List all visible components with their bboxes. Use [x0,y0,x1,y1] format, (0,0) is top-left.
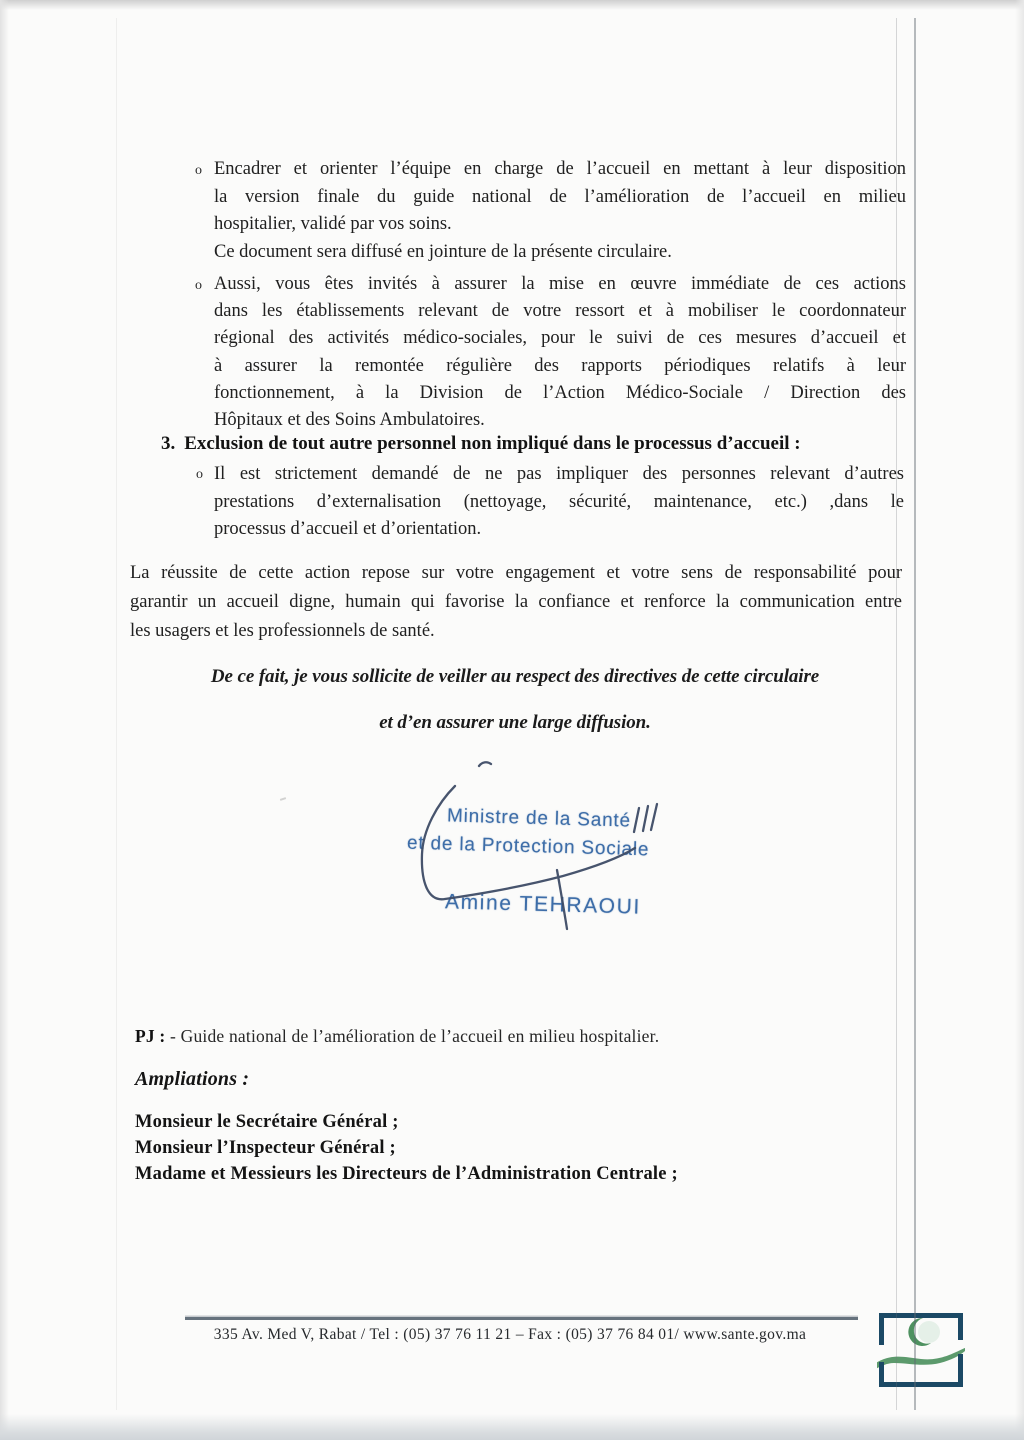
scan-edge-left [0,0,9,1440]
attachments-text: - Guide national de l’amélioration de l’accueil en milieu hospitalier. [170,1026,660,1046]
scan-edge-right [1015,0,1024,1440]
bullet-text-line: la version finale du guide national de l’amélioration de l’accueil en milieu [214,186,906,207]
signature-block [395,752,710,952]
scan-crease-right [914,18,916,1410]
footer-rule [185,1317,858,1320]
bullet-text-line: prestations d’externalisation (nettoyage, sécurité, maintenance, etc.) ,dans le [214,491,904,512]
attachments-line [135,1026,659,1047]
scan-edge-top [0,0,1024,10]
paragraph-line: garantir un accueil digne, humain qui favorise la confiance et renforce la communication entre [130,592,902,612]
bullet-text-line: dans les établissements relevant de votre ressort et à mobiliser le coordonnateur [214,301,906,322]
stamp-line-1: Ministre de la Santé [446,805,632,832]
footer-address: 335 Av. Med V, Rabat / Tel : (05) 37 76 11 21 – Fax : (05) 37 76 84 01/ www.sante.gov.ma [213,1326,807,1343]
bullet-item-exclusion [214,461,904,544]
logo-wave-icon [877,1346,965,1370]
attachments-label: PJ : [135,1026,166,1046]
scan-crease-right-faint [896,18,897,1410]
bullet-circle-marker: o [196,467,203,482]
recipient-line: Monsieur l’Inspecteur Général ; [135,1137,396,1158]
paragraph-line: les usagers et les professionnels de santé. [130,621,435,641]
numbered-item-3 [161,433,801,455]
handwritten-signature-icon [395,752,710,952]
bullet-text-line: Hôpitaux et des Soins Ambulatoires. [214,410,485,431]
bullet-item-encadrer [214,156,906,266]
bullet-text-line: Il est strictement demandé de ne pas impliquer des personnes relevant d’autres [214,464,904,484]
bullet-text-line: Aussi, vous êtes invités à assurer la mise en œuvre immédiate de ces actions [214,274,906,294]
logo-moon-disc [918,1321,940,1343]
bullet-text-line: à assurer la remontée régulière des rapports périodiques relatifs à leur [214,355,906,376]
scan-crease-left [116,18,117,1410]
directive-emphasis-line-1: De ce fait, je vous sollicite de veiller au respect des directives de cette circulaire [210,666,820,687]
ministry-health-logo-icon [877,1310,965,1388]
item-heading: Exclusion de tout autre personnel non impliqué dans le processus d’accueil : [184,433,801,454]
bullet-text-line: régional des activités médico-sociales, pour le suivi de ces mesures d’accueil et [214,328,906,349]
recipient-line: Madame et Messieurs les Directeurs de l’Administration Centrale ; [135,1163,678,1184]
stamp-line-2: et de la Protection Sociale [406,832,650,861]
recipients-list [135,1110,678,1187]
closing-paragraph [130,559,902,646]
bullet-text-line: fonctionnement, à la Division de l’Action Médico-Sociale / Direction des [214,382,906,403]
scan-edge-bottom [0,1414,1024,1440]
directive-emphasis-line-2: et d’en assurer une large diffusion. [379,712,651,733]
bullet-text-line: processus d’accueil et d’orientation. [214,519,482,539]
signatory-name: Amine TEHRAOUI [444,890,642,919]
scan-speck [280,797,286,801]
paragraph-line: La réussite de cette action repose sur votre engagement et votre sens de responsabilité pour [130,563,902,583]
document-note-line: Ce document sera diffusé en jointure de la présente circulaire. [214,241,672,262]
bullet-circle-marker: o [195,278,202,293]
ampliations-heading: Ampliations : [135,1068,250,1090]
bullet-item-aussi [214,271,906,434]
bullet-text-line: hospitalier, validé par vos soins. [214,214,452,234]
recipient-line: Monsieur le Secrétaire Général ; [135,1112,399,1132]
bullet-text-line: Encadrer et orienter l’équipe en charge de l’accueil en mettant à leur disposition [214,159,906,179]
item-number: 3. [161,433,176,454]
bullet-circle-marker: o [195,163,202,178]
